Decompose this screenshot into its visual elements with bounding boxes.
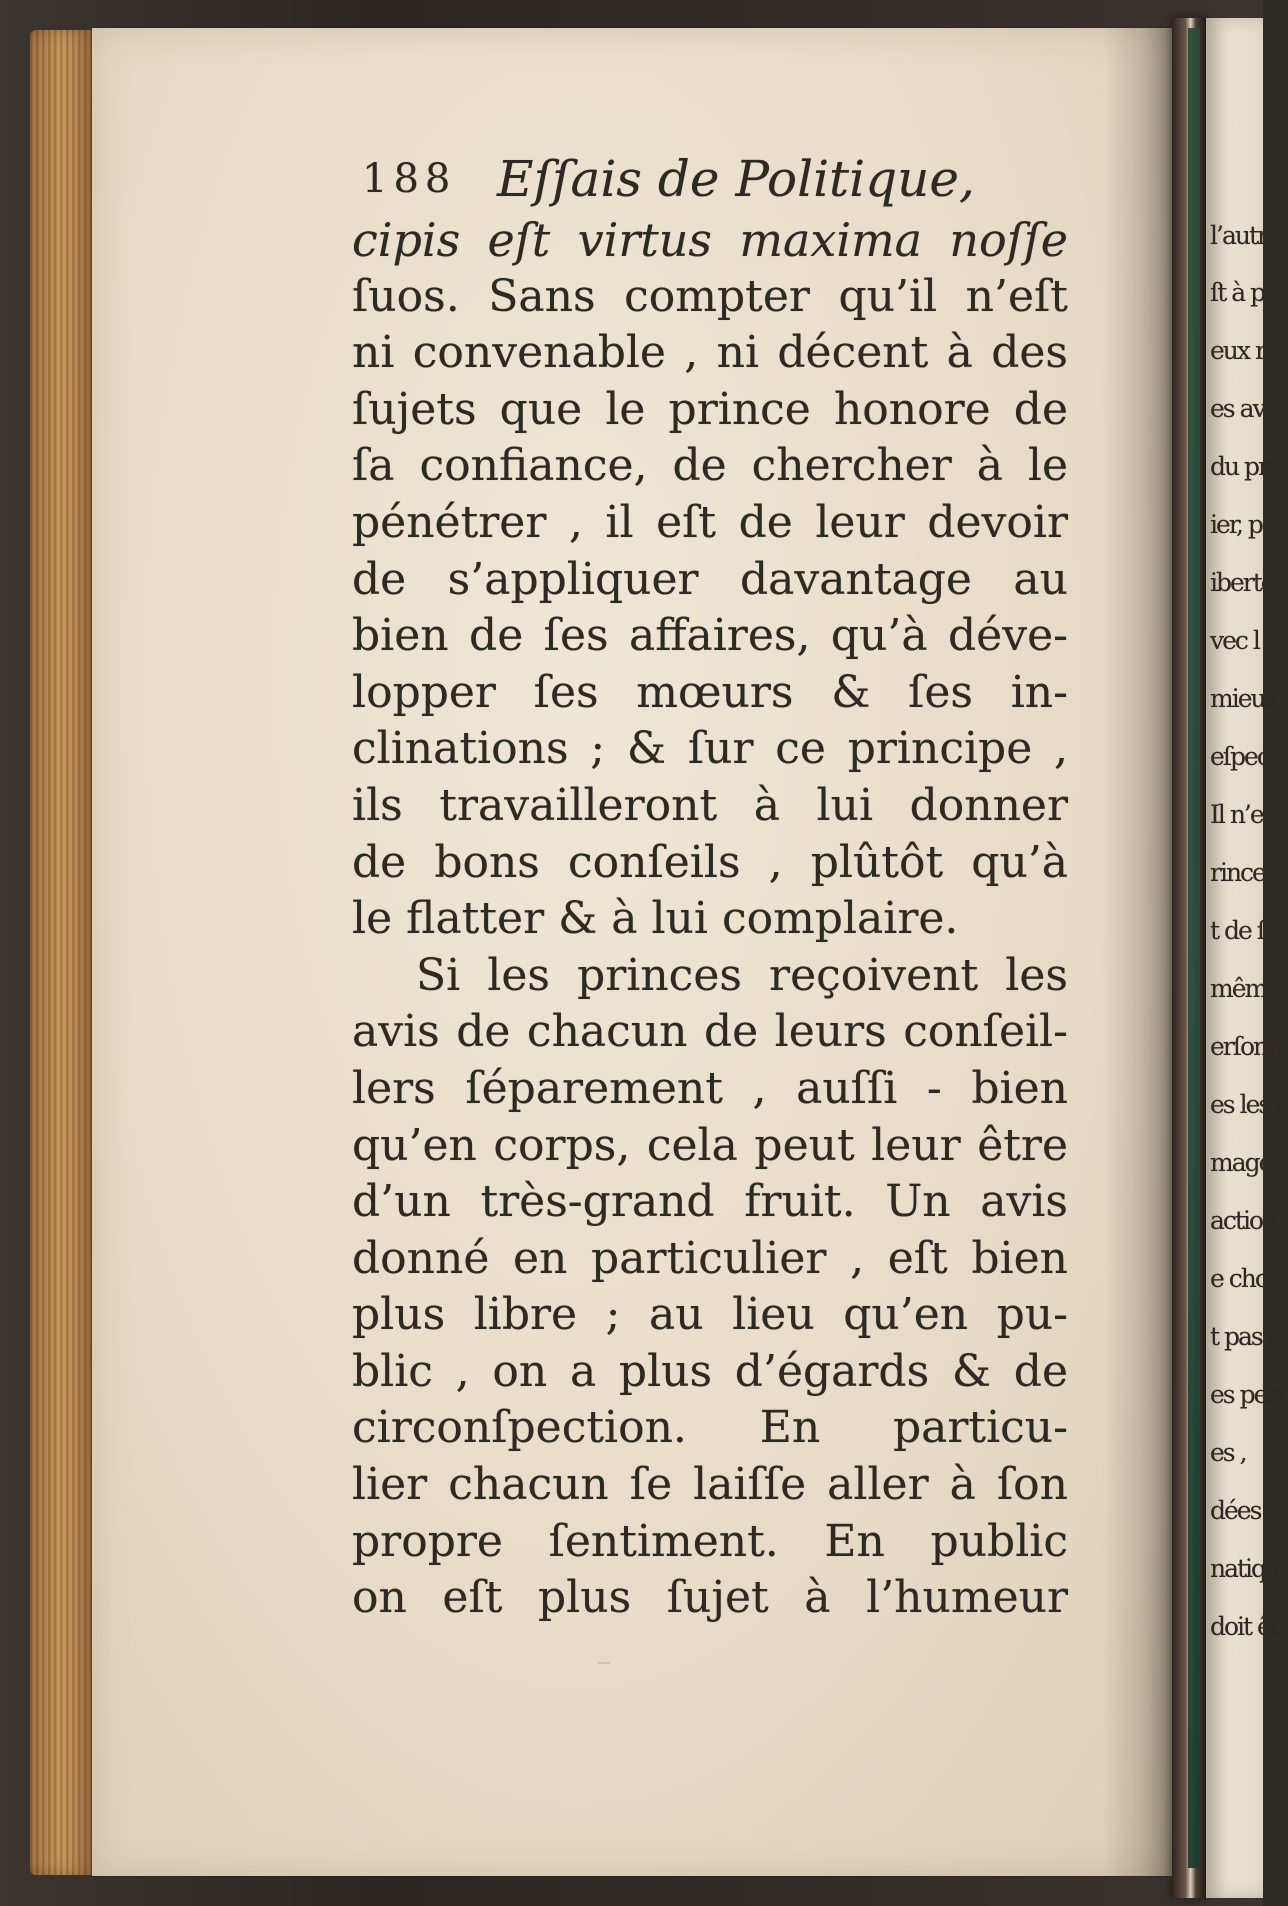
right-page-line: vec l <box>1210 626 1259 655</box>
right-page-line: t de ſe <box>1210 916 1277 945</box>
text-line: avis de chacun de leurs conſeil- <box>352 1006 1068 1058</box>
text-line: qu’en corps, cela peut leur être <box>352 1119 1068 1171</box>
text-line: d’un très-grand fruit. Un avis <box>352 1176 1068 1228</box>
right-page-line: Il n’e <box>1210 800 1263 829</box>
right-page-line: iberté <box>1210 568 1274 597</box>
right-page-line: eux r <box>1210 336 1265 365</box>
right-page-line: du pr <box>1210 452 1269 481</box>
right-page-line: mages <box>1210 1148 1283 1177</box>
book-page-edge <box>30 30 94 1875</box>
right-page-line: es perſ <box>1210 1380 1284 1409</box>
text-line: on eſt plus ſujet à l’humeur <box>352 1572 1068 1624</box>
text-line: bien de ſes affaires, qu’à déve- <box>352 610 1068 662</box>
right-page-line: e choix <box>1210 1264 1286 1293</box>
text-line: de s’appliquer davantage au <box>352 553 1068 605</box>
text-line: de bons conſeils , plûtôt qu’à <box>352 836 1068 888</box>
text-line: lier chacun ſe laiſſe aller à ſon <box>352 1459 1068 1511</box>
right-page-line: rince <box>1210 858 1265 887</box>
text-line: cipis eſt virtus maxima noſſe <box>352 213 1068 267</box>
right-page-line: doit êt <box>1210 1612 1278 1641</box>
text-line: circonſpection. En particu- <box>352 1402 1068 1454</box>
text-line: ni convenable , ni décent à des <box>352 327 1068 379</box>
right-page-line: ier, p <box>1210 510 1262 539</box>
right-page-line: es , <box>1210 1438 1246 1467</box>
right-page-line: l’autr <box>1210 221 1267 250</box>
text-line: blic , on a plus d’égards & de <box>352 1345 1068 1397</box>
page-header <box>362 150 1082 214</box>
right-page-line: es les a <box>1210 1090 1288 1119</box>
text-line: Si les princes reçoivent les <box>416 949 1068 1001</box>
right-page-line: t pas c <box>1210 1322 1280 1351</box>
text-line: ſa confiance, de chercher à le <box>352 440 1068 492</box>
text-line: lopper ſes mœurs & ſes in- <box>352 666 1068 718</box>
right-page-line: ſt à p <box>1210 278 1265 307</box>
right-page-line: es av <box>1210 394 1265 423</box>
right-page-line: mieux <box>1210 684 1277 713</box>
gutter-shadow <box>1102 28 1172 1876</box>
text-line: plus libre ; au lieu qu’en pu- <box>352 1289 1068 1341</box>
right-page-line: eſpect <box>1210 742 1277 771</box>
running-title: Eſſais de Politique, <box>497 150 975 208</box>
text-line: ſuos. Sans compter qu’il n’eſt <box>352 270 1068 322</box>
foot-mark <box>598 1662 610 1664</box>
right-page-line: erſonn <box>1210 1032 1282 1061</box>
text-line: lers ſéparement , auſſi - bien <box>352 1062 1068 1114</box>
right-page-line: natiqu <box>1210 1554 1280 1583</box>
text-line: clinations ; & ſur ce principe , <box>352 723 1068 775</box>
page-number: 188 <box>362 156 457 202</box>
right-page-line: même <box>1210 974 1280 1003</box>
text-line: donné en particulier , eſt bien <box>352 1232 1068 1284</box>
right-page-line: dées , <box>1210 1496 1273 1525</box>
text-line: le flatter & à lui complaire. <box>352 893 959 945</box>
right-page-line: action <box>1210 1206 1277 1235</box>
text-line: pénétrer , il eſt de leur devoir <box>352 496 1068 548</box>
spine-green-band <box>1188 28 1200 1868</box>
page-text-block <box>352 212 1068 1627</box>
text-line: propre ſentiment. En public <box>352 1515 1068 1567</box>
text-line: ſujets que le prince honore de <box>352 383 1068 435</box>
text-line: ils travailleront à lui donner <box>352 779 1068 831</box>
right-page-edge <box>1206 18 1288 1898</box>
